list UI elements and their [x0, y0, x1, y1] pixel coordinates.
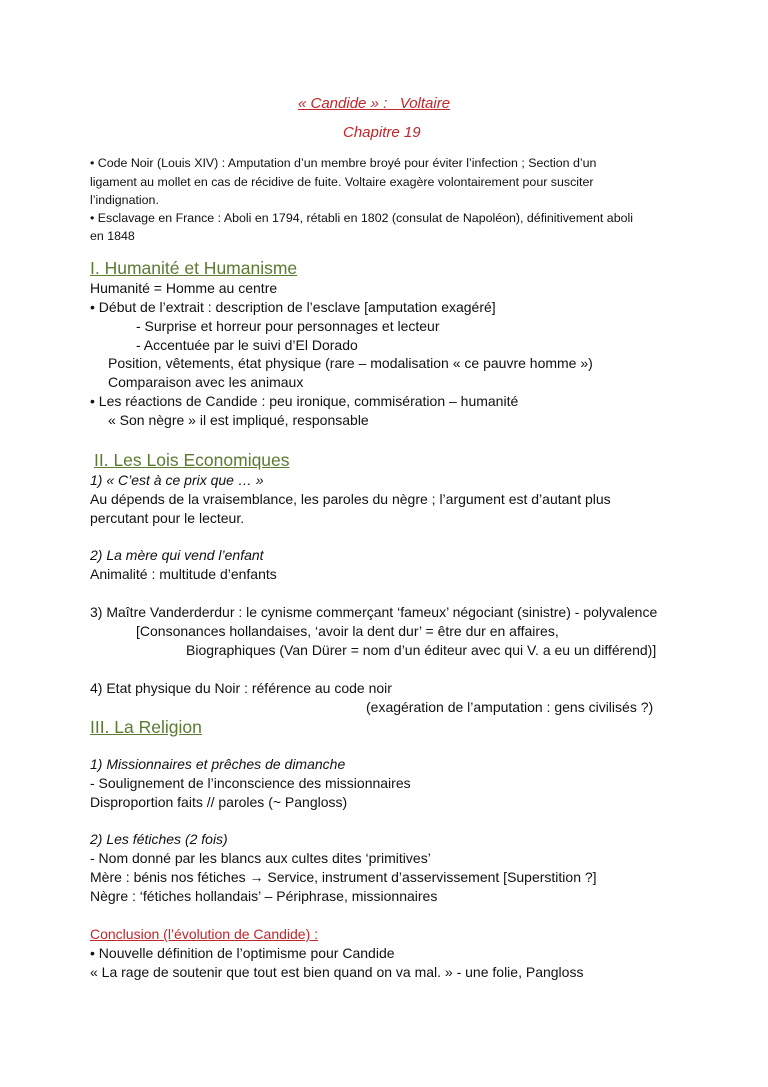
arrow-right-icon: → [249, 869, 264, 885]
chapter-title: Chapitre 19 [343, 124, 421, 141]
section-2-p3-line-3: Biographiques (Van Dürer = nom d’un éditeur avec qui V. a eu un différend)] [186, 642, 657, 658]
section-2-p3-line-1: 3) Maître Vanderderdur : le cynisme commerçant ‘fameux’ négociant (sinistre) - polyvalence [90, 604, 658, 620]
section-2-p3-line-2: [Consonances hollandaises, ‘avoir la dent dur’ = être dur en affaires, [136, 623, 559, 639]
section-1-line-7: • Les réactions de Candide : peu ironique, commisération – humanité [90, 393, 519, 409]
section-1-line-2: • Début de l’extrait : description de l’esclave [amputation exagéré] [90, 299, 496, 315]
section-2-p4-line-1: 4) Etat physique du Noir : référence au code noir [90, 680, 392, 696]
section-1-line-4: - Accentuée par le suivi d’El Dorado [136, 337, 358, 353]
section-2-p4-line-2: (exagération de l’amputation : gens civilisés ?) [366, 699, 654, 715]
conclusion-line-2: « La rage de soutenir que tout est bien quand on va mal. » - une folie, Pangloss [90, 964, 584, 980]
section-3-p2-line-2 [90, 868, 597, 886]
section-3-p1-title: 1) Missionnaires et prêches de dimanche [90, 756, 346, 772]
section-3-p2-title: 2) Les fétiches (2 fois) [90, 831, 228, 847]
section-1-heading: I. Humanité et Humanisme [90, 258, 298, 278]
section-3-p1-line-1: - Soulignement de l’inconscience des missionnaires [90, 775, 411, 791]
title-line [298, 95, 450, 113]
intro-line-3: l’indignation. [90, 193, 159, 207]
title-author: Voltaire [399, 95, 451, 112]
intro-line-4: • Esclavage en France : Aboli en 1794, rétabli en 1802 (consulat de Napoléon), définitivement aboli [90, 211, 633, 225]
title-candide: « Candide » : [298, 95, 388, 112]
section-2-p1-line-1: Au dépends de la vraisemblance, les paroles du nègre ; l’argument est d’autant plus [90, 491, 611, 507]
section-1-line-3: - Surprise et horreur pour personnages et lecteur [136, 318, 440, 334]
section-1-line-1: Humanité = Homme au centre [90, 280, 278, 296]
section-2-p2-title: 2) La mère qui vend l’enfant [90, 547, 264, 563]
section-3-p2-line-2-a: Mère : bénis nos fétiches [90, 869, 246, 885]
section-3-heading: III. La Religion [90, 717, 202, 737]
section-1-line-8: « Son nègre » il est impliqué, responsable [108, 412, 369, 428]
intro-line-1: • Code Noir (Louis XIV) : Amputation d’un membre broyé pour éviter l’infection ; Section d’un [90, 156, 597, 170]
section-3-p2-line-1: - Nom donné par les blancs aux cultes dites ‘primitives’ [90, 850, 431, 866]
conclusion-heading: Conclusion (l’évolution de Candide) : [90, 926, 319, 942]
section-1-line-6: Comparaison avec les animaux [108, 374, 304, 390]
section-2-heading: II. Les Lois Economiques [94, 450, 290, 470]
section-2-p1-line-2: percutant pour le lecteur. [90, 510, 245, 526]
section-3-p2-line-2-b: Service, instrument d’asservissement [Superstition ?] [267, 869, 597, 885]
intro-line-5: en 1848 [90, 229, 135, 243]
intro-line-2: ligament au mollet en cas de récidive de fuite. Voltaire exagère volontairement pour susciter [90, 175, 594, 189]
section-3-p1-line-2: Disproportion faits // paroles (~ Pangloss) [90, 794, 348, 810]
section-3-p2-line-3: Nègre : ‘fétiches hollandais’ – Périphrase, missionnaires [90, 888, 438, 904]
section-2-p2-line: Animalité : multitude d’enfants [90, 566, 277, 582]
conclusion-line-1: • Nouvelle définition de l’optimisme pour Candide [90, 945, 395, 961]
section-1-line-5: Position, vêtements, état physique (rare – modalisation « ce pauvre homme ») [108, 355, 593, 371]
section-2-p1-title: 1) « C’est à ce prix que … » [90, 472, 264, 488]
